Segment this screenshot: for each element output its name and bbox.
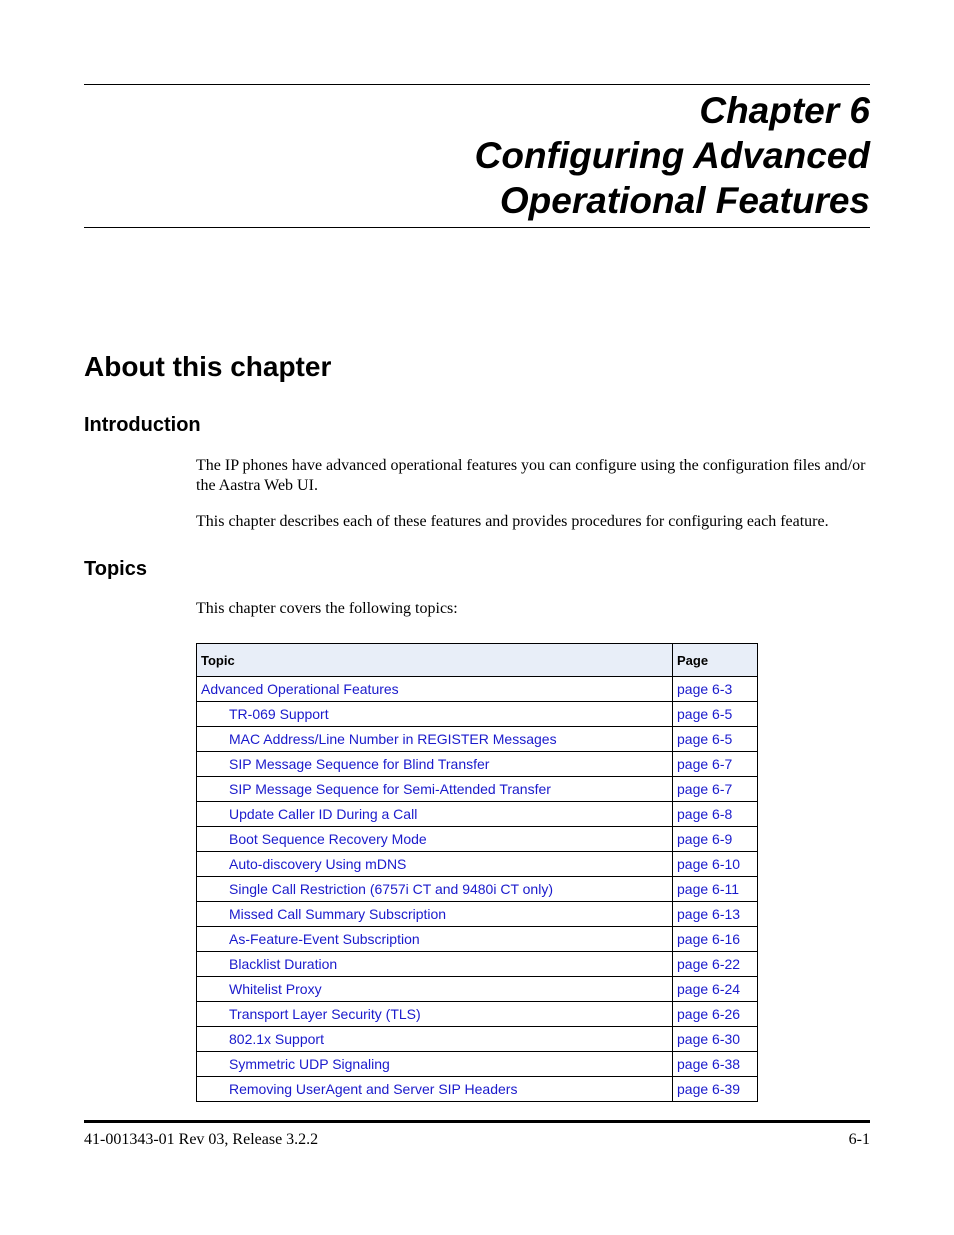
topic-link[interactable]: Boot Sequence Recovery Mode: [229, 831, 427, 847]
footer-doc-id: 41-001343-01 Rev 03, Release 3.2.2: [84, 1131, 319, 1148]
topic-link[interactable]: Removing UserAgent and Server SIP Headers: [229, 1081, 518, 1097]
page-cell: [673, 927, 758, 952]
topic-cell: [197, 1077, 673, 1102]
table-row: [197, 977, 758, 1002]
table-row: [197, 927, 758, 952]
footer-rule: [84, 1120, 870, 1123]
page-link[interactable]: page 6-26: [677, 1006, 741, 1022]
page-link[interactable]: page 6-10: [677, 856, 741, 872]
page-cell: [673, 1027, 758, 1052]
topic-link[interactable]: TR-069 Support: [229, 706, 329, 722]
table-row: [197, 1002, 758, 1027]
topic-cell: [197, 852, 673, 877]
table-row: [197, 1052, 758, 1077]
table-row: [197, 802, 758, 827]
topic-cell: [197, 702, 673, 727]
topic-cell: [197, 1002, 673, 1027]
page-cell: [673, 677, 758, 702]
page-cell: [673, 902, 758, 927]
topic-link[interactable]: Missed Call Summary Subscription: [229, 906, 447, 922]
topic-link[interactable]: SIP Message Sequence for Blind Transfer: [229, 756, 490, 772]
chapter-title-line-1: Configuring Advanced: [474, 135, 870, 176]
topics-heading: Topics: [84, 558, 147, 580]
topic-cell: [197, 977, 673, 1002]
page-cell: [673, 702, 758, 727]
topic-cell: [197, 752, 673, 777]
page-cell: [673, 952, 758, 977]
topic-column-header: Topic: [197, 644, 673, 677]
table-row: [197, 727, 758, 752]
topic-cell: [197, 727, 673, 752]
table-row: [197, 1027, 758, 1052]
topic-link[interactable]: Update Caller ID During a Call: [229, 806, 418, 822]
topic-cell: [197, 1027, 673, 1052]
page-link[interactable]: page 6-30: [677, 1031, 741, 1047]
topic-cell: [197, 952, 673, 977]
topics-table: [196, 643, 758, 1102]
topic-link[interactable]: MAC Address/Line Number in REGISTER Messages: [229, 731, 557, 747]
table-row: [197, 677, 758, 702]
table-row: [197, 852, 758, 877]
page-link[interactable]: page 6-8: [677, 806, 733, 822]
page-link[interactable]: page 6-24: [677, 981, 741, 997]
page-cell: [673, 877, 758, 902]
table-header-row: [197, 644, 758, 677]
page-cell: [673, 777, 758, 802]
topic-link[interactable]: Advanced Operational Features: [201, 681, 399, 697]
page-cell: [673, 727, 758, 752]
page-link[interactable]: page 6-13: [677, 906, 741, 922]
page-link[interactable]: page 6-11: [677, 881, 740, 897]
topic-link[interactable]: Transport Layer Security (TLS): [229, 1006, 421, 1022]
page-cell: [673, 1077, 758, 1102]
page-cell: [673, 852, 758, 877]
topic-link[interactable]: 802.1x Support: [229, 1031, 324, 1047]
page-link[interactable]: page 6-5: [677, 731, 733, 747]
chapter-number: Chapter 6: [699, 90, 870, 131]
chapter-title-line-2: Operational Features: [499, 180, 870, 221]
introduction-paragraph-2: This chapter describes each of these features and provides procedures for configuring each feature.: [196, 513, 829, 530]
topic-cell: [197, 927, 673, 952]
page-link[interactable]: page 6-7: [677, 756, 733, 772]
top-rule: [84, 84, 870, 85]
table-row: [197, 1077, 758, 1102]
topic-cell: [197, 827, 673, 852]
page-cell: [673, 1052, 758, 1077]
topic-cell: [197, 1052, 673, 1077]
title-bottom-rule: [84, 227, 870, 228]
page-link[interactable]: page 6-38: [677, 1056, 741, 1072]
table-row: [197, 902, 758, 927]
topic-cell: [197, 902, 673, 927]
page-link[interactable]: page 6-5: [677, 706, 733, 722]
topic-cell: [197, 802, 673, 827]
page-cell: [673, 977, 758, 1002]
page-link[interactable]: page 6-9: [677, 831, 733, 847]
about-heading: About this chapter: [84, 351, 332, 382]
page-link[interactable]: page 6-7: [677, 781, 733, 797]
table-row: [197, 702, 758, 727]
page-cell: [673, 1002, 758, 1027]
page-column-header: Page: [673, 644, 758, 677]
page-link[interactable]: page 6-3: [677, 681, 733, 697]
topic-link[interactable]: Auto-discovery Using mDNS: [229, 856, 407, 872]
topic-link[interactable]: Whitelist Proxy: [229, 981, 322, 997]
page-link[interactable]: page 6-22: [677, 956, 741, 972]
page-cell: [673, 752, 758, 777]
table-row: [197, 827, 758, 852]
page-cell: [673, 827, 758, 852]
introduction-heading: Introduction: [84, 414, 201, 436]
topic-link[interactable]: Symmetric UDP Signaling: [229, 1056, 390, 1072]
table-row: [197, 777, 758, 802]
topics-intro: This chapter covers the following topics:: [196, 600, 458, 617]
page-cell: [673, 802, 758, 827]
topic-cell: [197, 877, 673, 902]
topic-link[interactable]: Blacklist Duration: [229, 956, 338, 972]
topics-table-body: [197, 677, 758, 1102]
topic-link[interactable]: SIP Message Sequence for Semi-Attended Transfer: [229, 781, 551, 797]
footer-page-number: 6-1: [848, 1131, 870, 1148]
table-row: [197, 877, 758, 902]
table-row: [197, 952, 758, 977]
page-link[interactable]: page 6-39: [677, 1081, 741, 1097]
topic-cell: [197, 777, 673, 802]
introduction-paragraph-1: The IP phones have advanced operational features you can configure using the configuration files and/or the Aastra Web UI.: [196, 457, 866, 494]
table-row: [197, 752, 758, 777]
topic-cell: [197, 677, 673, 702]
topic-link[interactable]: Single Call Restriction (6757i CT and 9480i CT only): [229, 881, 553, 897]
topic-link[interactable]: As-Feature-Event Subscription: [229, 931, 420, 947]
page-link[interactable]: page 6-16: [677, 931, 741, 947]
chapter-title: [84, 88, 870, 223]
